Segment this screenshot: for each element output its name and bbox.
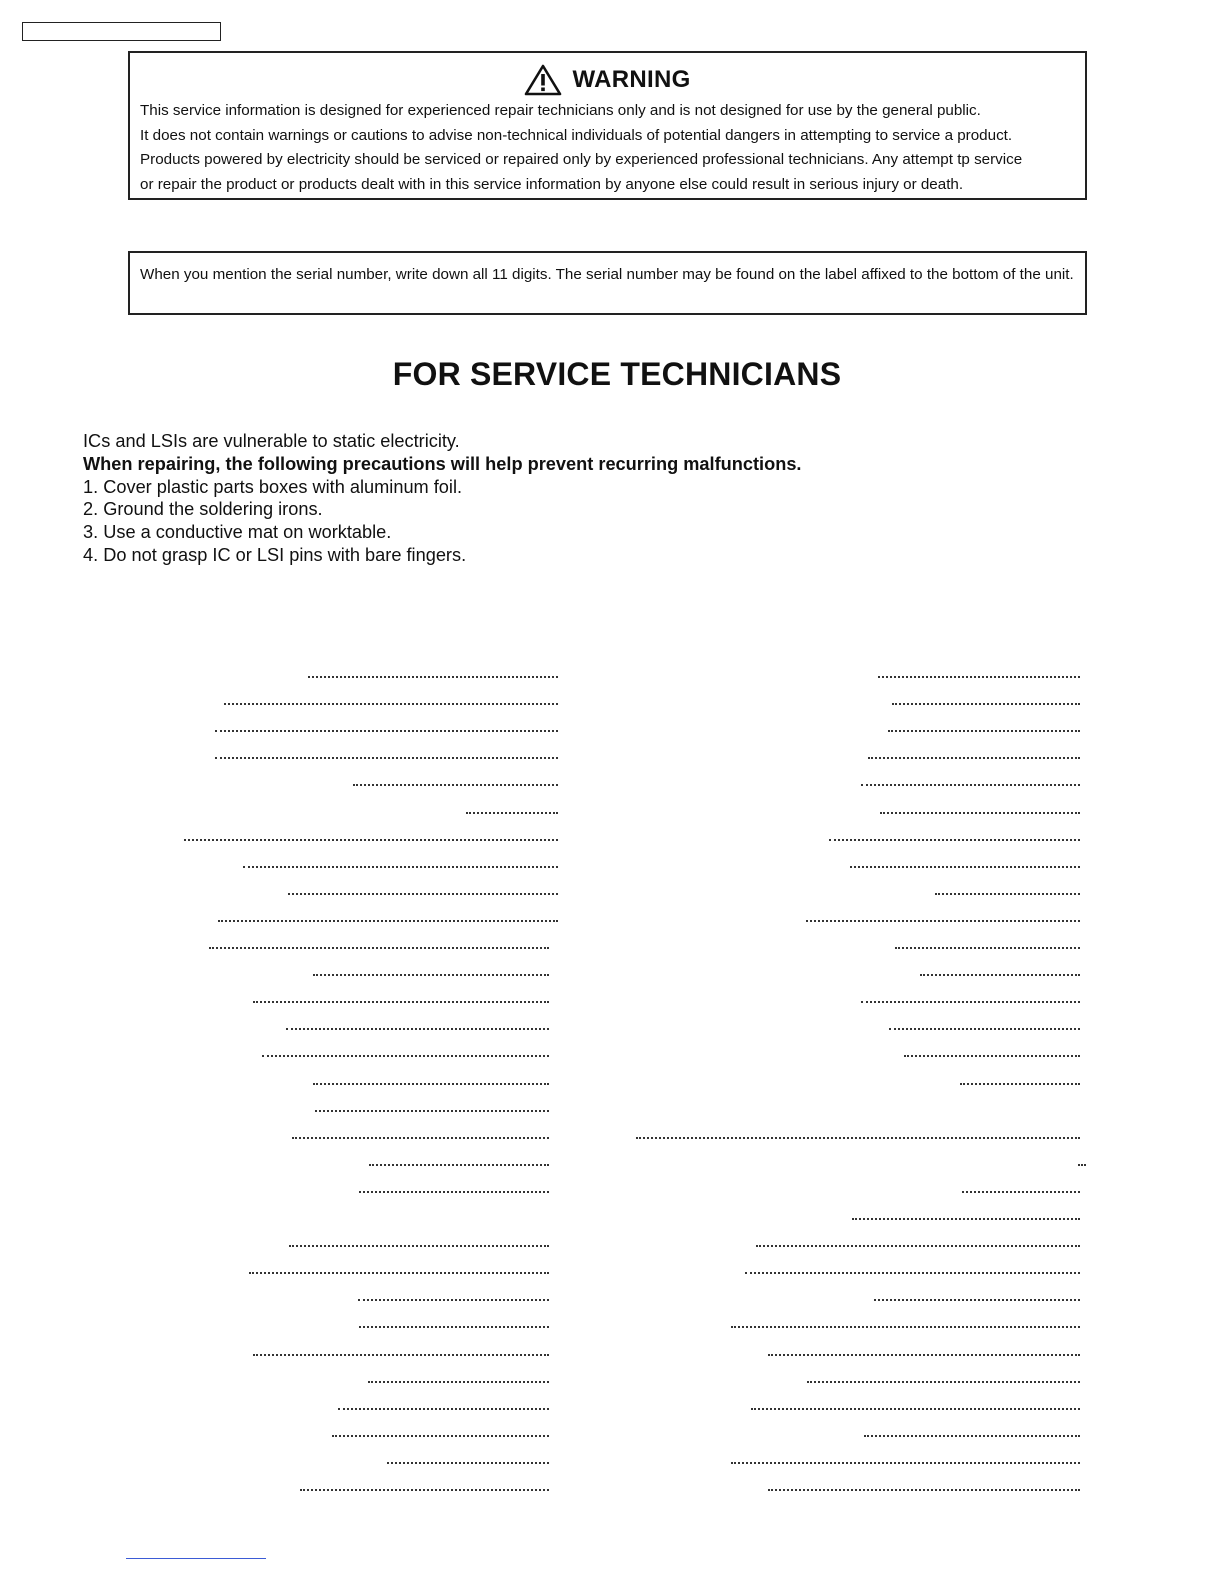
- toc-leader-right: [745, 1272, 1080, 1274]
- precautions-emphasis: When repairing, the following precautions will help prevent recurring malfunctions.: [83, 453, 802, 474]
- toc-leader-left: [368, 1381, 549, 1383]
- toc-leader-right: [829, 839, 1080, 841]
- toc-leader-left: [359, 1326, 549, 1328]
- toc-leader-right: [768, 1354, 1080, 1356]
- page-header-tag: [22, 22, 221, 41]
- toc-leader-left: [353, 784, 558, 786]
- toc-leader-left: [292, 1137, 549, 1139]
- toc-leader-left: [224, 703, 558, 705]
- toc-leader-right: [768, 1489, 1080, 1491]
- warning-triangle-icon: [524, 64, 562, 96]
- serial-number-note: When you mention the serial number, write down all 11 digits. The serial number may be found on the label affixed to the bottom of the unit.: [128, 251, 1087, 315]
- toc-leader-right: [960, 1083, 1080, 1085]
- warning-line: Products powered by electricity should be serviced or repaired only by experienced professional technicians. Any attempt tp service: [140, 151, 1023, 168]
- toc-leader-right: [1078, 1164, 1086, 1166]
- toc-leader-right: [807, 1381, 1080, 1383]
- toc-leader-right: [731, 1326, 1080, 1328]
- warning-line: It does not contain warnings or cautions to advise non-technical individuals of potential dangers in attempting to service a product.: [140, 126, 1013, 144]
- toc-leader-right: [636, 1137, 1080, 1139]
- toc-leader-right: [864, 1435, 1080, 1437]
- toc-leader-right: [756, 1245, 1080, 1247]
- toc-leader-right: [852, 1218, 1080, 1220]
- toc-leader-left: [215, 730, 558, 732]
- toc-leader-left: [262, 1055, 549, 1057]
- toc-leader-right: [880, 812, 1080, 814]
- toc-leader-right: [935, 893, 1080, 895]
- toc-leader-left: [289, 1245, 549, 1247]
- toc-leader-right: [806, 920, 1080, 922]
- toc-leader-left: [332, 1435, 549, 1437]
- warning-header: [130, 62, 1085, 98]
- precaution-item: 4. Do not grasp IC or LSI pins with bare fingers.: [83, 544, 467, 565]
- toc-leader-left: [313, 974, 549, 976]
- toc-leader-right: [889, 1028, 1080, 1030]
- toc-leader-left: [253, 1354, 549, 1356]
- toc-leader-left: [215, 757, 558, 759]
- warning-title: WARNING: [572, 66, 691, 93]
- toc-leader-right: [868, 757, 1080, 759]
- toc-leader-right: [731, 1462, 1080, 1464]
- precautions-intro: ICs and LSIs are vulnerable to static electricity.: [83, 431, 460, 451]
- toc-leader-left: [358, 1299, 549, 1301]
- toc-leader-right: [861, 784, 1080, 786]
- toc-leader-left: [466, 812, 558, 814]
- toc-leader-left: [315, 1110, 549, 1112]
- toc-leader-right: [895, 947, 1080, 949]
- warning-text: [140, 99, 1085, 197]
- toc-leader-left: [184, 839, 558, 841]
- toc-leader-right: [751, 1408, 1080, 1410]
- toc-leader-left: [288, 893, 558, 895]
- toc-leader-right: [904, 1055, 1080, 1057]
- toc-leader-right: [878, 676, 1080, 678]
- warning-line: or repair the product or products dealt with in this service information by anyone else could result in serious injury or death.: [140, 175, 964, 193]
- toc-leader-left: [308, 676, 558, 678]
- toc-leader-left: [300, 1489, 549, 1491]
- toc-leader-right: [850, 866, 1080, 868]
- precaution-item: 2. Ground the soldering irons.: [83, 499, 323, 520]
- toc-leader-right: [920, 974, 1080, 976]
- toc-leader-left: [253, 1001, 549, 1003]
- warning-line: This service information is designed for experienced repair technicians only and is not designed for use by the general public.: [140, 102, 981, 119]
- toc-leader-left: [359, 1191, 549, 1193]
- toc-leader-left: [218, 920, 558, 922]
- toc-leader-left: [387, 1462, 549, 1464]
- toc-leader-right: [888, 730, 1080, 732]
- toc-leader-left: [209, 947, 549, 949]
- toc-leader-left: [369, 1164, 549, 1166]
- toc-leader-left: [313, 1083, 549, 1085]
- precautions-list: [83, 430, 802, 567]
- toc-leader-right: [874, 1299, 1080, 1301]
- toc-leader-left: [338, 1408, 549, 1410]
- toc-leader-left: [243, 866, 558, 868]
- toc-leader-left: [249, 1272, 549, 1274]
- precaution-item: 3. Use a conductive mat on worktable.: [83, 522, 392, 543]
- footer-rule: [126, 1558, 266, 1559]
- warning-box: [128, 51, 1087, 200]
- precaution-item: 1. Cover plastic parts boxes with aluminum foil.: [83, 476, 463, 497]
- toc-leader-right: [962, 1191, 1080, 1193]
- toc-leader-right: [892, 703, 1080, 705]
- section-title: FOR SERVICE TECHNICIANS: [392, 356, 842, 392]
- toc-leader-right: [861, 1001, 1080, 1003]
- toc-leader-left: [286, 1028, 549, 1030]
